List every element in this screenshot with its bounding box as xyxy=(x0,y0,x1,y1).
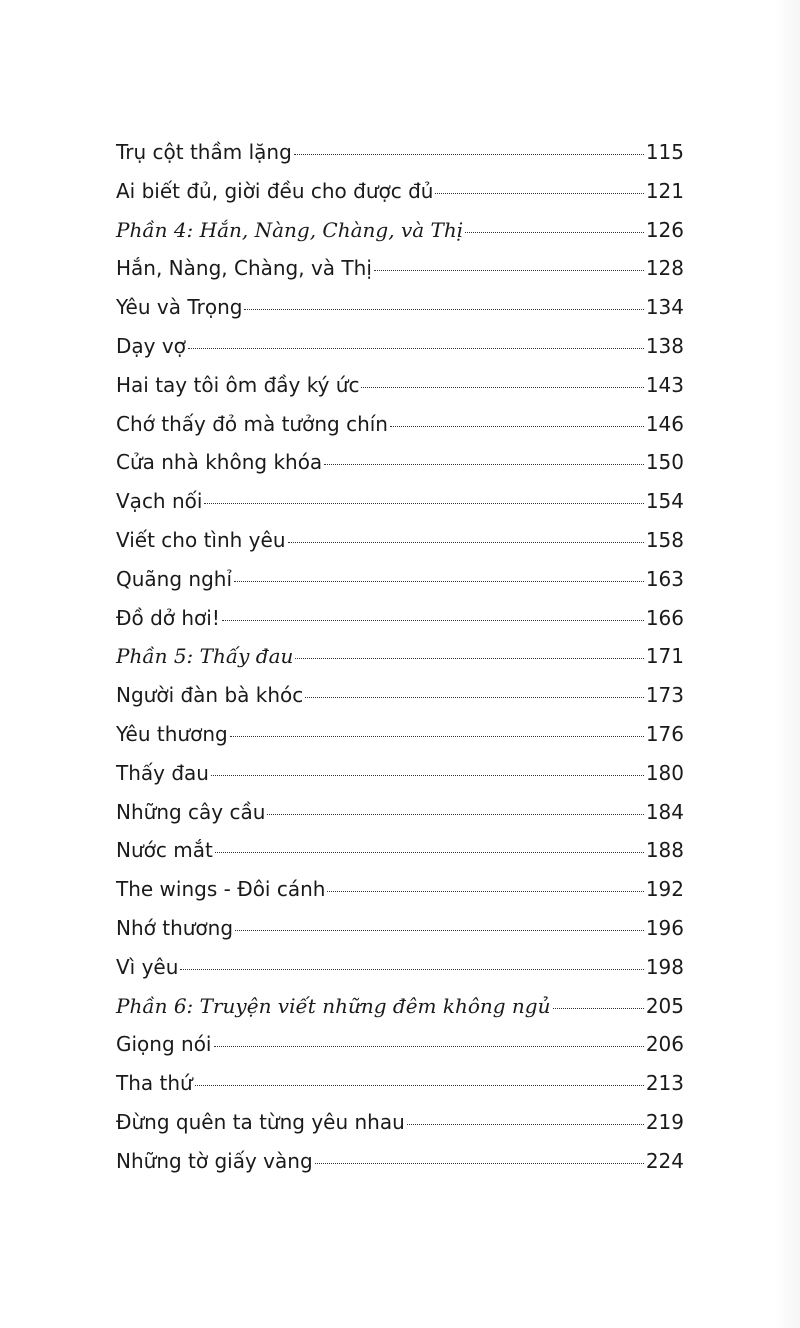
toc-entry-title: Ai biết đủ, giời đều cho được đủ xyxy=(116,178,434,203)
toc-part-heading xyxy=(116,994,684,1033)
dot-leader xyxy=(234,581,644,582)
toc-entry xyxy=(116,877,684,916)
toc-entry-title: Phần 4: Hắn, Nàng, Chàng, và Thị xyxy=(116,217,464,242)
toc-entry-title: Nhớ thương xyxy=(116,915,234,940)
toc-entry-page-number: 213 xyxy=(645,1071,684,1096)
toc-entry-page-number: 166 xyxy=(645,605,684,630)
dot-leader xyxy=(222,620,644,621)
toc-entry-page-number: 176 xyxy=(645,721,684,746)
toc-entry-title: Thấy đau xyxy=(116,760,209,785)
toc-entry-page-number: 171 xyxy=(645,644,684,669)
toc-entry xyxy=(116,1110,684,1149)
toc-entry-page-number: 196 xyxy=(645,915,684,940)
toc-entry-page-number: 128 xyxy=(645,256,684,281)
toc-entry xyxy=(116,838,684,877)
toc-entry xyxy=(116,295,684,334)
toc-entry-page-number: 198 xyxy=(645,954,684,979)
table-of-contents xyxy=(116,140,684,1188)
toc-entry xyxy=(116,528,684,567)
toc-entry-title: Những tờ giấy vàng xyxy=(116,1148,313,1173)
dot-leader xyxy=(230,736,644,737)
toc-entry xyxy=(116,683,684,722)
toc-entry-page-number: 138 xyxy=(645,333,684,358)
dot-leader xyxy=(465,232,644,233)
dot-leader xyxy=(188,348,644,349)
toc-entry xyxy=(116,916,684,955)
toc-entry-title: Yêu và Trọng xyxy=(116,295,243,320)
toc-entry xyxy=(116,722,684,761)
toc-entry-title: Viết cho tình yêu xyxy=(116,527,286,552)
toc-entry-page-number: 224 xyxy=(645,1148,684,1173)
toc-entry-page-number: 143 xyxy=(645,372,684,397)
toc-entry-page-number: 219 xyxy=(645,1109,684,1134)
dot-leader xyxy=(295,658,643,659)
toc-entry-title: Vạch nối xyxy=(116,489,203,514)
toc-entry xyxy=(116,256,684,295)
toc-entry-page-number: 158 xyxy=(645,527,684,552)
toc-entry-title: Đồ dở hơi! xyxy=(116,605,220,630)
toc-entry-title: Những cây cầu xyxy=(116,799,266,824)
dot-leader xyxy=(195,1085,644,1086)
toc-entry xyxy=(116,450,684,489)
toc-entry-page-number: 184 xyxy=(645,799,684,824)
toc-entry-page-number: 163 xyxy=(645,566,684,591)
toc-entry-page-number: 115 xyxy=(645,140,684,164)
toc-entry-title: Hai tay tôi ôm đầy ký ức xyxy=(116,372,360,397)
toc-entry-page-number: 180 xyxy=(645,760,684,785)
toc-entry-page-number: 205 xyxy=(645,993,684,1018)
toc-entry-page-number: 206 xyxy=(645,1032,684,1057)
toc-entry-page-number: 192 xyxy=(645,877,684,902)
toc-entry-title: The wings - Đôi cánh xyxy=(116,877,326,902)
dot-leader xyxy=(374,270,644,271)
toc-entry-title: Tha thứ xyxy=(116,1071,193,1096)
dot-leader xyxy=(180,969,643,970)
toc-part-heading xyxy=(116,218,684,257)
toc-entry-page-number: 126 xyxy=(645,217,684,242)
dot-leader xyxy=(324,464,644,465)
toc-entry-page-number: 121 xyxy=(645,178,684,203)
dot-leader xyxy=(294,154,644,155)
toc-entry-title: Cửa nhà không khóa xyxy=(116,450,323,475)
toc-entry-title: Trụ cột thầm lặng xyxy=(116,140,292,164)
toc-entry xyxy=(116,140,684,179)
toc-entry-title: Giọng nói xyxy=(116,1032,212,1057)
toc-entry-title: Vì yêu xyxy=(116,954,179,979)
toc-entry-title: Phần 6: Truyện viết những đêm không ngủ xyxy=(116,993,551,1018)
dot-leader xyxy=(435,193,643,194)
dot-leader xyxy=(305,697,644,698)
toc-entry-title: Chớ thấy đỏ mà tưởng chín xyxy=(116,411,388,436)
toc-entry-title: Đừng quên ta từng yêu nhau xyxy=(116,1109,405,1134)
dot-leader xyxy=(211,775,644,776)
toc-entry xyxy=(116,1149,684,1188)
toc-entry-title: Người đàn bà khóc xyxy=(116,683,304,708)
toc-entry-title: Quãng nghỉ xyxy=(116,566,233,591)
toc-entry xyxy=(116,489,684,528)
toc-entry-page-number: 146 xyxy=(645,411,684,436)
dot-leader xyxy=(235,930,644,931)
toc-entry xyxy=(116,567,684,606)
toc-entry xyxy=(116,955,684,994)
dot-leader xyxy=(390,426,644,427)
dot-leader xyxy=(204,503,643,504)
toc-entry-title: Nước mắt xyxy=(116,838,213,863)
dot-leader xyxy=(407,1124,644,1125)
toc-entry xyxy=(116,800,684,839)
toc-entry-page-number: 150 xyxy=(645,450,684,475)
toc-entry-title: Phần 5: Thấy đau xyxy=(116,644,294,669)
toc-entry xyxy=(116,334,684,373)
dot-leader xyxy=(315,1163,644,1164)
dot-leader xyxy=(361,387,643,388)
dot-leader xyxy=(327,891,643,892)
toc-entry xyxy=(116,761,684,800)
dot-leader xyxy=(288,542,644,543)
toc-entry-title: Hắn, Nàng, Chàng, và Thị xyxy=(116,256,372,281)
dot-leader xyxy=(215,852,644,853)
toc-entry-page-number: 134 xyxy=(645,295,684,320)
toc-entry-page-number: 173 xyxy=(645,683,684,708)
toc-entry xyxy=(116,373,684,412)
toc-entry-title: Yêu thương xyxy=(116,721,228,746)
toc-entry xyxy=(116,412,684,451)
toc-part-heading xyxy=(116,644,684,683)
dot-leader xyxy=(244,309,643,310)
dot-leader xyxy=(553,1008,644,1009)
toc-entry-title: Dạy vợ xyxy=(116,333,186,358)
toc-entry-page-number: 154 xyxy=(645,489,684,514)
toc-entry xyxy=(116,179,684,218)
toc-entry xyxy=(116,1071,684,1110)
dot-leader xyxy=(214,1046,644,1047)
toc-entry-page-number: 188 xyxy=(645,838,684,863)
scan-edge-shadow xyxy=(774,0,800,1328)
toc-entry xyxy=(116,1032,684,1071)
toc-entry xyxy=(116,606,684,645)
dot-leader xyxy=(267,814,643,815)
